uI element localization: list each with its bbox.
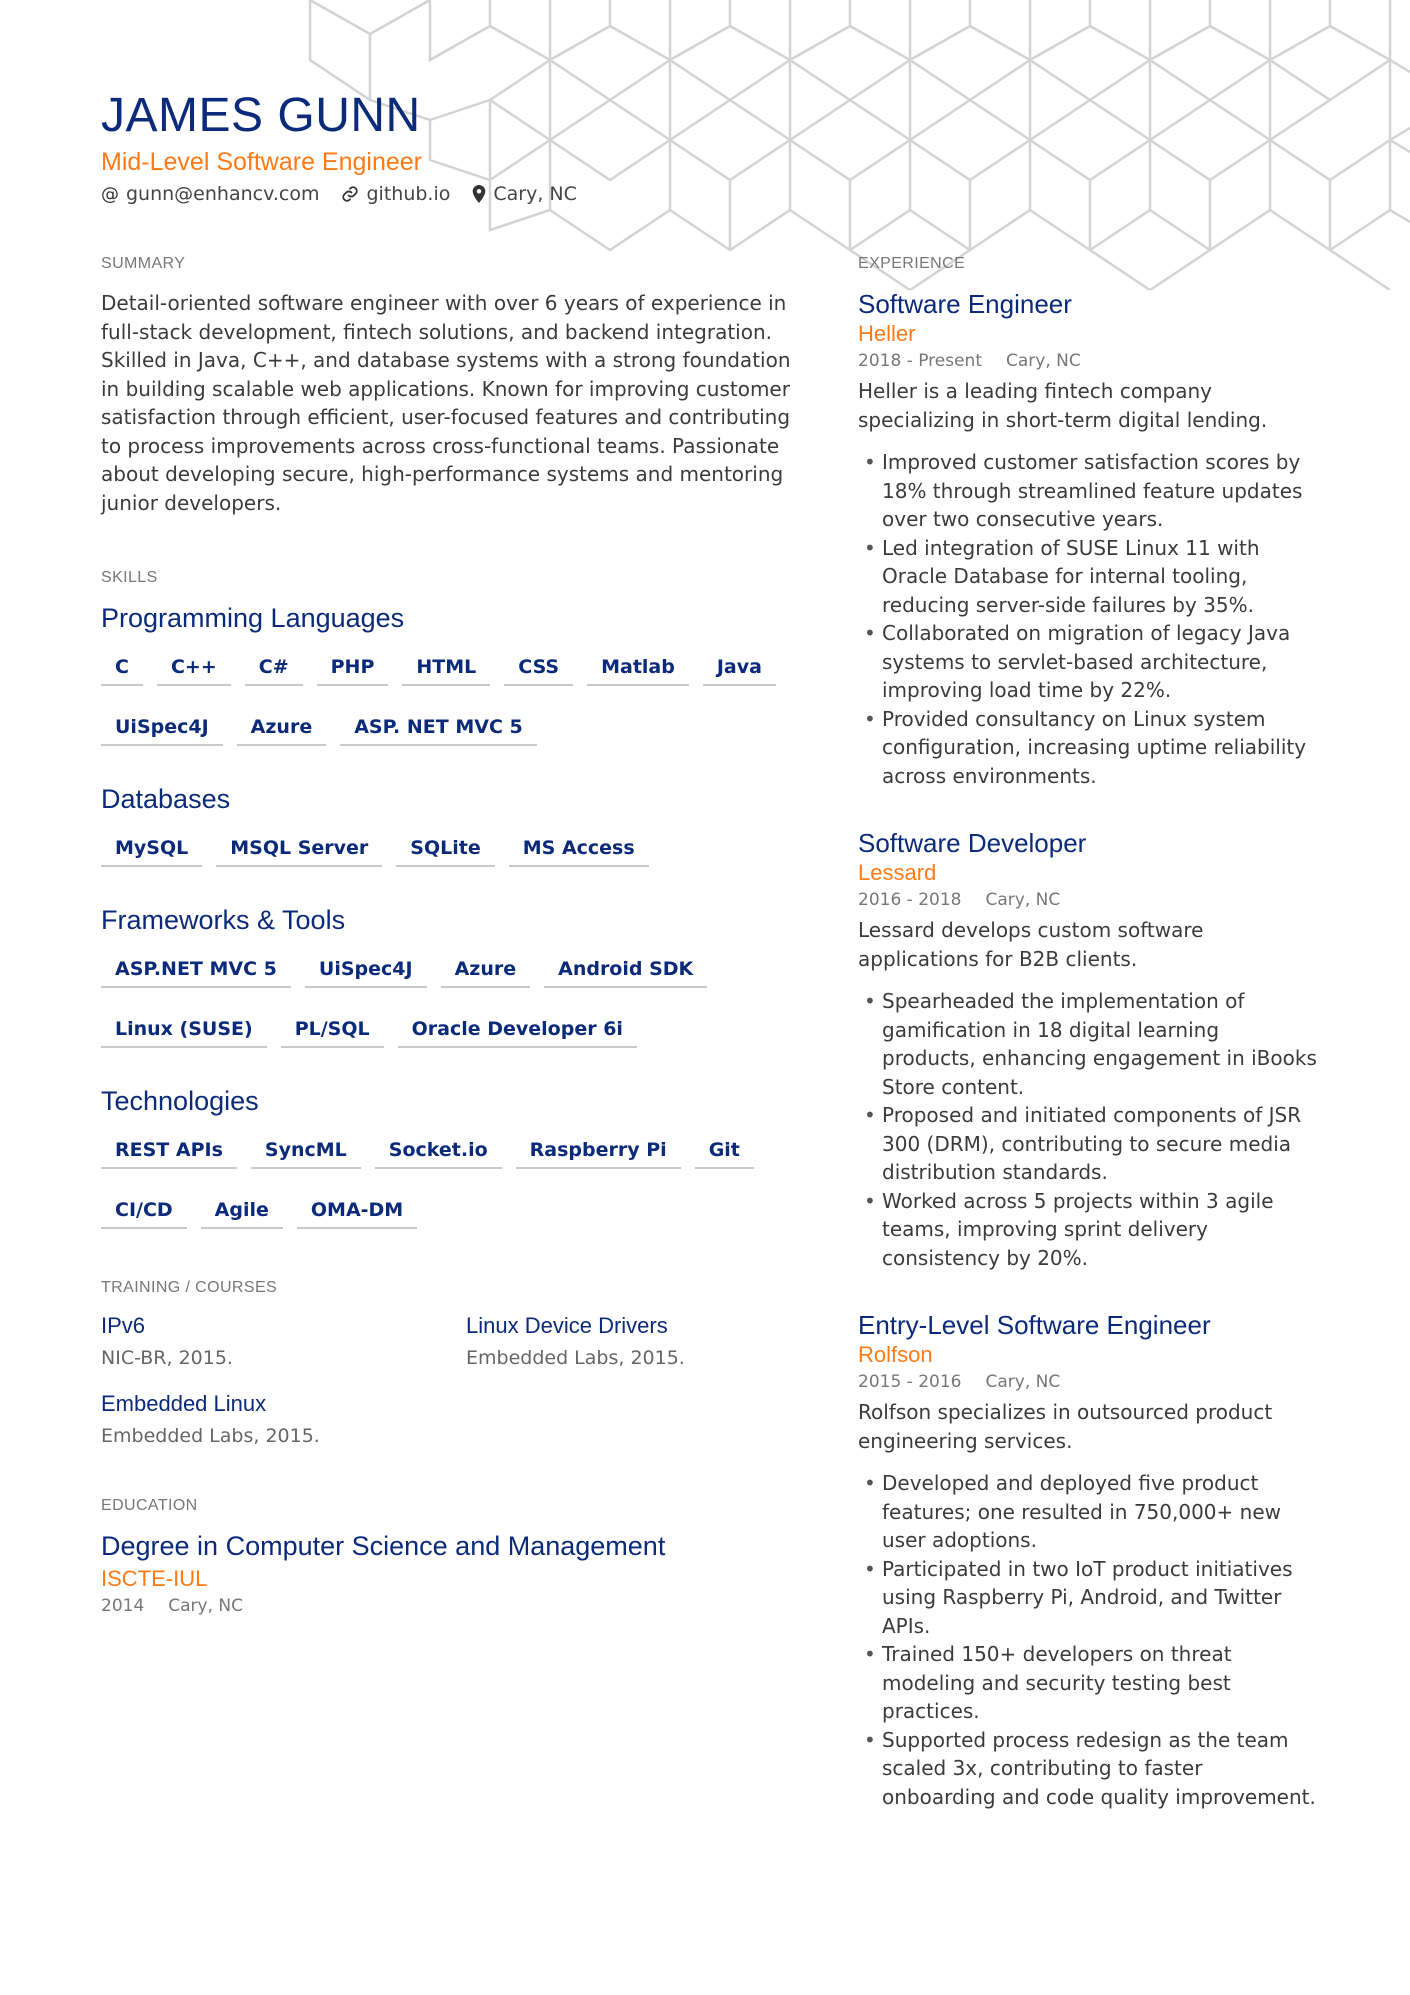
contact-email[interactable]: @ gunn@enhancv.com: [101, 183, 320, 205]
course-name: Linux Device Drivers: [466, 1313, 668, 1338]
contact-location: Cary, NC: [472, 183, 577, 205]
achievement-item: • Worked across 5 projects within 3 agile teams, improving sprint delivery consistency by 20%.: [858, 1187, 1318, 1273]
skill-tag: Java: [703, 648, 776, 686]
achievement-item: • Improved customer satisfaction scores by 18% through streamlined feature updates over two consecutive years.: [858, 448, 1318, 534]
skill-tag: REST APIs: [101, 1131, 237, 1169]
skill-category-title: Programming Languages: [101, 603, 405, 633]
education-location: Cary, NC: [168, 1596, 243, 1616]
company-name: Lessard: [858, 860, 937, 885]
achievement-item: • Proposed and initiated components of JSR 300 (DRM), contributing to secure media distribution standards.: [858, 1101, 1318, 1187]
summary-text: Detail-oriented software engineer with over 6 years of experience in full-stack development, fintech solutions, and backend integration. Skilled in Java, C++, and database systems with a strong foundation in building scalable web applications. Known for improving customer satisfaction through efficient, user-focused features and contributing to process improvements across cross-functional teams. Passionate about developing secure, high-performance systems and mentoring junior developers.: [101, 291, 791, 515]
skill-tag: PL/SQL: [281, 1010, 384, 1048]
skill-tag: ASP.NET MVC 5: [101, 950, 291, 988]
skills-section: [101, 603, 791, 1229]
education-heading: EDUCATION: [101, 1497, 198, 1514]
company-name: Rolfson: [858, 1342, 933, 1367]
skill-tag: Matlab: [587, 648, 689, 686]
skill-tag-list: [101, 1131, 791, 1229]
skill-category-title: Databases: [101, 784, 231, 814]
skill-tag: MySQL: [101, 829, 202, 867]
skill-tag: HTML: [402, 648, 490, 686]
skill-tag: Linux (SUSE): [101, 1010, 267, 1048]
skill-tag: SQLite: [396, 829, 494, 867]
skill-tag: Socket.io: [375, 1131, 502, 1169]
job-meta: [858, 351, 1318, 371]
training-heading: TRAINING / COURSES: [101, 1279, 278, 1296]
skill-tag: UiSpec4J: [305, 950, 427, 988]
skill-tag: OMA-DM: [297, 1191, 417, 1229]
job-meta: [858, 1372, 1318, 1392]
skill-tag: Azure: [237, 708, 327, 746]
skill-tag: C: [101, 648, 143, 686]
company-description: Heller is a leading fintech company specializing in short-term digital lending.: [858, 379, 1268, 432]
job-title: Entry-Level Software Engineer: [858, 1310, 1211, 1340]
company-name: Heller: [858, 321, 916, 346]
contact-info: [101, 183, 577, 205]
school-name: ISCTE-IUL: [101, 1566, 208, 1591]
company-description: Rolfson specializes in outsourced product engineering services.: [858, 1400, 1273, 1453]
experience-entry: [858, 1310, 1318, 1811]
skill-tag: Oracle Developer 6i: [398, 1010, 637, 1048]
skill-tag: Azure: [441, 950, 531, 988]
achievement-item: • Developed and deployed five product features; one resulted in 750,000+ new user adoptions.: [858, 1469, 1318, 1555]
achievement-item: • Collaborated on migration of legacy Java systems to servlet-based architecture, improving load time by 22%.: [858, 619, 1318, 705]
course-item: [466, 1313, 786, 1369]
achievement-list: [858, 987, 1318, 1272]
resume-header: [101, 86, 577, 205]
achievement-item: • Provided consultancy on Linux system configuration, increasing uptime reliability across environments.: [858, 705, 1318, 791]
experience-entry: [858, 289, 1318, 790]
job-dates: 2016 - 2018: [858, 890, 962, 910]
job-title: Software Developer: [858, 828, 1087, 858]
education-meta: [101, 1596, 791, 1616]
job-location: Cary, NC: [985, 890, 1061, 910]
skill-tag: CSS: [504, 648, 573, 686]
skill-category-title: Frameworks & Tools: [101, 905, 346, 935]
skill-tag-list: [101, 648, 791, 746]
skill-category-title: Technologies: [101, 1086, 259, 1116]
job-location: Cary, NC: [1006, 351, 1081, 371]
course-item: [101, 1313, 466, 1369]
skill-tag: C++: [157, 648, 231, 686]
achievement-list: [858, 1469, 1318, 1811]
achievement-item: • Supported process redesign as the team scaled 3x, contributing to faster onboarding and code quality improvement.: [858, 1726, 1318, 1812]
skills-heading: SKILLS: [101, 569, 158, 586]
location-pin-icon: [472, 185, 486, 203]
skill-tag: Agile: [201, 1191, 283, 1229]
experience-heading: EXPERIENCE: [858, 255, 966, 272]
candidate-role: Mid-Level Software Engineer: [101, 148, 422, 176]
degree-name: Degree in Computer Science and Management: [101, 1531, 666, 1561]
achievement-item: • Spearheaded the implementation of gamification in 18 digital learning products, enhancing engagement in iBooks Store content.: [858, 987, 1318, 1101]
skill-tag-list: [101, 829, 791, 867]
left-column: [101, 255, 791, 1616]
achievement-item: • Participated in two IoT product initiatives using Raspberry Pi, Android, and Twitter APIs.: [858, 1555, 1318, 1641]
at-icon: @: [101, 183, 119, 205]
skill-tag: SyncML: [251, 1131, 361, 1169]
courses-list: [101, 1313, 791, 1447]
achievement-item: • Led integration of SUSE Linux 11 with Oracle Database for internal tooling, reducing server-side failures by 35%.: [858, 534, 1318, 620]
link-icon: [341, 185, 359, 203]
candidate-name: JAMES GUNN: [101, 89, 421, 142]
education-entry: [101, 1531, 791, 1616]
contact-website[interactable]: github.io: [341, 183, 450, 205]
experience-list: [858, 289, 1318, 1811]
skill-tag: Android SDK: [544, 950, 707, 988]
right-column: [858, 255, 1318, 1849]
skill-tag: CI/CD: [101, 1191, 187, 1229]
job-meta: [858, 890, 1318, 910]
job-title: Software Engineer: [858, 289, 1072, 319]
course-name: IPv6: [101, 1313, 146, 1338]
course-provider: NIC-BR, 2015.: [101, 1347, 233, 1369]
skill-tag: Raspberry Pi: [516, 1131, 681, 1169]
course-provider: Embedded Labs, 2015.: [101, 1425, 320, 1447]
course-name: Embedded Linux: [101, 1391, 267, 1416]
skill-tag: ASP. NET MVC 5: [340, 708, 537, 746]
job-dates: 2015 - 2016: [858, 1372, 962, 1392]
achievement-item: • Trained 150+ developers on threat modeling and security testing best practices.: [858, 1640, 1318, 1726]
skill-tag: C#: [245, 648, 303, 686]
experience-entry: [858, 828, 1318, 1272]
job-location: Cary, NC: [985, 1372, 1061, 1392]
skill-tag: UiSpec4J: [101, 708, 223, 746]
course-provider: Embedded Labs, 2015.: [466, 1347, 685, 1369]
job-dates: 2018 - Present: [858, 351, 982, 371]
skill-tag: MSQL Server: [216, 829, 382, 867]
achievement-list: [858, 448, 1318, 790]
summary-heading: SUMMARY: [101, 255, 186, 272]
skill-tag: PHP: [317, 648, 389, 686]
skill-tag: MS Access: [509, 829, 649, 867]
course-item: [101, 1391, 466, 1447]
company-description: Lessard develops custom software applications for B2B clients.: [858, 918, 1204, 971]
education-year: 2014: [101, 1596, 145, 1616]
skill-tag: Git: [695, 1131, 754, 1169]
skill-tag-list: [101, 950, 791, 1048]
